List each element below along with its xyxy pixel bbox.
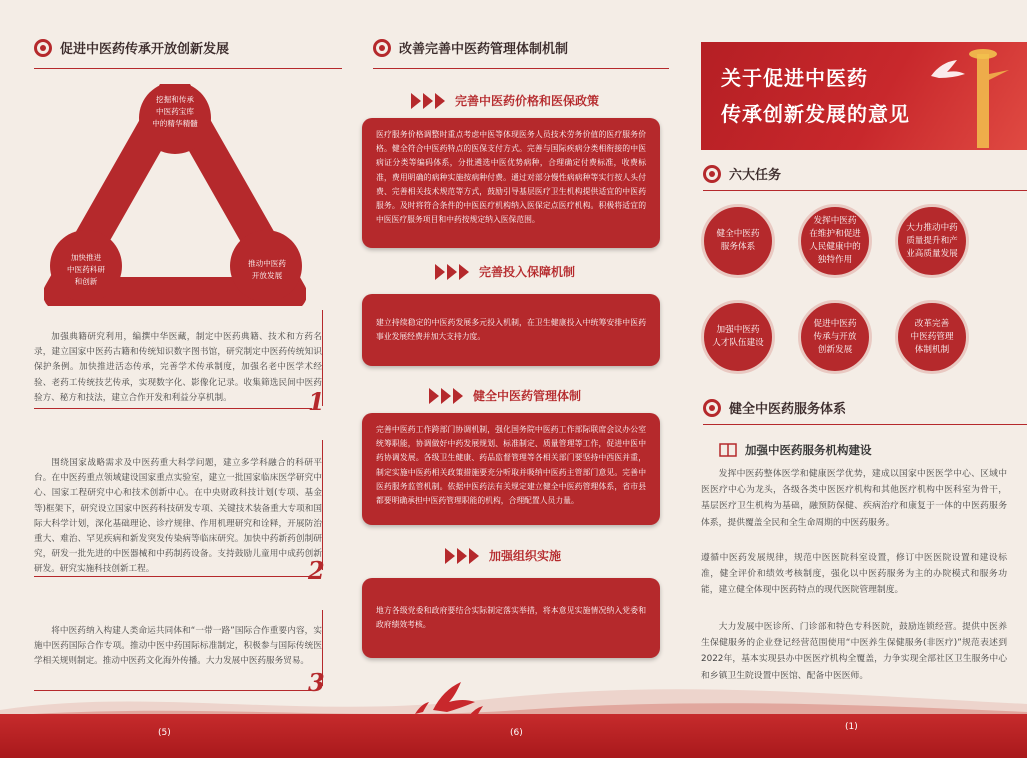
number-3: 3 <box>308 668 325 697</box>
chevrons-icon <box>435 264 469 280</box>
book-icon <box>719 442 737 458</box>
task-circle: 大力推动中药 质量提升和产 业高质量发展 <box>895 204 969 278</box>
tasks-title: 六大任务 <box>729 168 782 183</box>
number-line <box>34 408 312 409</box>
subsection-heading <box>445 547 561 564</box>
dove-icon <box>927 56 967 82</box>
column-left <box>0 0 345 758</box>
section-title: 促进中医药传承开放创新发展 <box>60 42 230 57</box>
sub-heading-title: 加强中医药服务机构建设 <box>745 443 872 457</box>
task-circle: 加强中医药 人才队伍建设 <box>701 300 775 374</box>
sub-heading <box>719 442 872 458</box>
task-circle: 促进中医药 传承与开放 创新发展 <box>798 300 872 374</box>
divider <box>703 424 1027 425</box>
chevrons-icon <box>411 93 445 109</box>
info-box: 完善中医药工作跨部门协调机制，强化国务院中医药工作部际联席会议办公室统筹职能，协调做好中药发展规划、标准制定、质量管理等工作，促进中医中药协调发展。各级卫生健康、药品监督管理等各相关部门要坚持中西医并重，制定实施中医药相关政策措施要充分听取并吸纳中医药主管部门意见。完善中医药服务监管机制。依据中医药法有关规定建立健全中医药管理体系，省市县都要明确承担中医药管理职能的机构，合理配置人员力量。 <box>362 413 660 525</box>
divider <box>373 68 669 69</box>
ring-icon <box>703 399 721 417</box>
subsection-title: 完善投入保障机制 <box>479 265 576 279</box>
column-right <box>685 0 1027 758</box>
section-heading <box>703 398 846 417</box>
number-line <box>34 576 312 577</box>
task-circle: 改革完善 中医药管理 体制机制 <box>895 300 969 374</box>
ring-icon <box>373 39 391 57</box>
section-title: 改善完善中医药管理体制机制 <box>399 42 569 57</box>
subsection-heading <box>429 387 581 404</box>
ring-icon <box>703 165 721 183</box>
number-bracket <box>322 440 323 570</box>
info-box: 建立持续稳定的中医药发展多元投入机制，在卫生健康投入中统筹安排中医药事业发展经费并加大支持力度。 <box>362 294 660 366</box>
triangle-label-top: 挖掘和传承 中医药宝库 中的精华精髓 <box>152 95 198 128</box>
ring-icon <box>34 39 52 57</box>
paragraph-1: 发挥中医药整体医学和健康医学优势，建成以国家中医医学中心、区域中医医疗中心为龙头，各级各类中医医疗机构和其他医疗机构中医科室为骨干，基层医疗卫生机构为基础，融预防保健、疾病治疗和康复于一体的中医药服务体系，提供覆盖全民和全生命周期的中医药服务。 <box>701 469 1007 528</box>
section-heading <box>373 38 568 57</box>
task-circle: 健全中医药 服务体系 <box>701 204 775 278</box>
dove-icon <box>403 672 503 722</box>
page-number: (5) <box>158 728 171 738</box>
info-box: 医疗服务价格调整时重点考虑中医等体现医务人员技术劳务价值的医疗服务价格。健全符合中医药特点的医保支付方式。完善与国际疾病分类相衔接的中医病证分类等编码体系，分批遴选中医优势病种，合理确定付费标准，收费标准，费用明确的病种实施按病种付费。通过对部分慢性病病种等实行按人头付费、完善相关技术规范等方式，鼓励引导基层医疗卫生机构提供适宜的中医药服务。及时将符合条件的中医医疗机构纳入医保定点医疗机构。积极将适宜的中医医疗服务项目和中药按规定纳入医保范围。 <box>362 118 660 248</box>
section-heading <box>703 164 781 183</box>
section-title: 健全中医药服务体系 <box>729 402 847 417</box>
paragraph-2: 围绕国家战略需求及中医药重大科学问题，建立多学科融合的科研平台。在中医药重点领域建设国家重点实验室，建立一批国家临床医学研究中心、国家工程研究中心和技术创新中心。在中央财政科技计划(专项、基金等)框架下，研究设立国家中医药科技研发专项、关键技术装备重大专项和国际大科学计划，深化基础理论、诊疗规律、作用机理研究和诠释，开展防治重大、难治、罕见疾病和新发突发传染病等临床研究。加快中药新药创制研究，研发一批先进的中医器械和中药制药设备。支持鼓励儿童用中成药创新研发。研究实施科技创新工程。 <box>34 458 322 575</box>
paragraph-3: 将中医药纳入构建人类命运共同体和“一带一路”国际合作重要内容，实施中医药国际合作专项。推动中医中药国际标准制定，积极参与国际传统医学相关规则制定。推动中医药文化海外传播。大力发展中医药服务贸易。 <box>34 626 322 667</box>
subsection-title: 健全中医药管理体制 <box>473 389 582 403</box>
divider <box>703 190 1027 191</box>
title-banner <box>701 42 1027 150</box>
paragraph-3: 大力发展中医诊所、门诊部和特色专科医院，鼓励连锁经营。提供中医养生保健服务的企业登记经营范围使用“中医养生保健服务(非医疗)”规范表述到2022年，基本实现县办中医医疗机构全覆盖，力争实现全部社区卫生服务中心和乡镇卫生院设置中医馆、配备中医医师。 <box>701 622 1007 681</box>
paragraph-1: 加强典籍研究利用，编撰中华医藏，制定中医药典籍、技术和方药名录，建立国家中医药古籍和传统知识数字图书馆，研究制定中医药传统知识保护条例。加快推进活态传承，完善学术传承制度，加强名老中医学术经验、老药工传统技艺传承，实现数字化、影像化记录。收集筛选民间中医药验方、秘方和技法，建立合作开发和利益分享机制。 <box>34 332 322 403</box>
banner-title-line-1: 关于促进中医药 <box>721 66 868 90</box>
paragraph-2: 遵循中医药发展规律，规范中医医院科室设置，修订中医医院设置和建设标准，健全评价和绩效考核制度，强化以中医药服务为主的办院模式和服务功能，建立健全体现中医药特点的现代医院管理制度。 <box>701 553 1007 596</box>
task-circle: 发挥中医药 在维护和促进 人民健康中的 独特作用 <box>798 204 872 278</box>
number-1: 1 <box>308 387 325 416</box>
subsection-heading <box>435 263 575 280</box>
page-number: (6) <box>510 728 523 738</box>
chevrons-icon <box>429 388 463 404</box>
section-heading <box>34 38 229 57</box>
subsection-title: 加强组织实施 <box>489 549 562 563</box>
divider <box>34 68 342 69</box>
number-line <box>34 690 312 691</box>
triangle-label-left: 加快推进 中医药科研 和创新 <box>67 253 105 286</box>
column-middle <box>345 0 685 758</box>
subsection-title: 完善中医药价格和医保政策 <box>455 94 600 108</box>
banner-title-line-2: 传承创新发展的意见 <box>721 102 910 126</box>
number-2: 2 <box>308 556 325 585</box>
page-number: (1) <box>845 722 858 732</box>
chevrons-icon <box>445 548 479 564</box>
subsection-heading <box>411 92 599 109</box>
triangle-label-right: 推动中医药 开放发展 <box>248 259 286 280</box>
info-box: 地方各级党委和政府要结合实际制定落实举措，将本意见实施情况纳入党委和政府绩效考核。 <box>362 578 660 658</box>
